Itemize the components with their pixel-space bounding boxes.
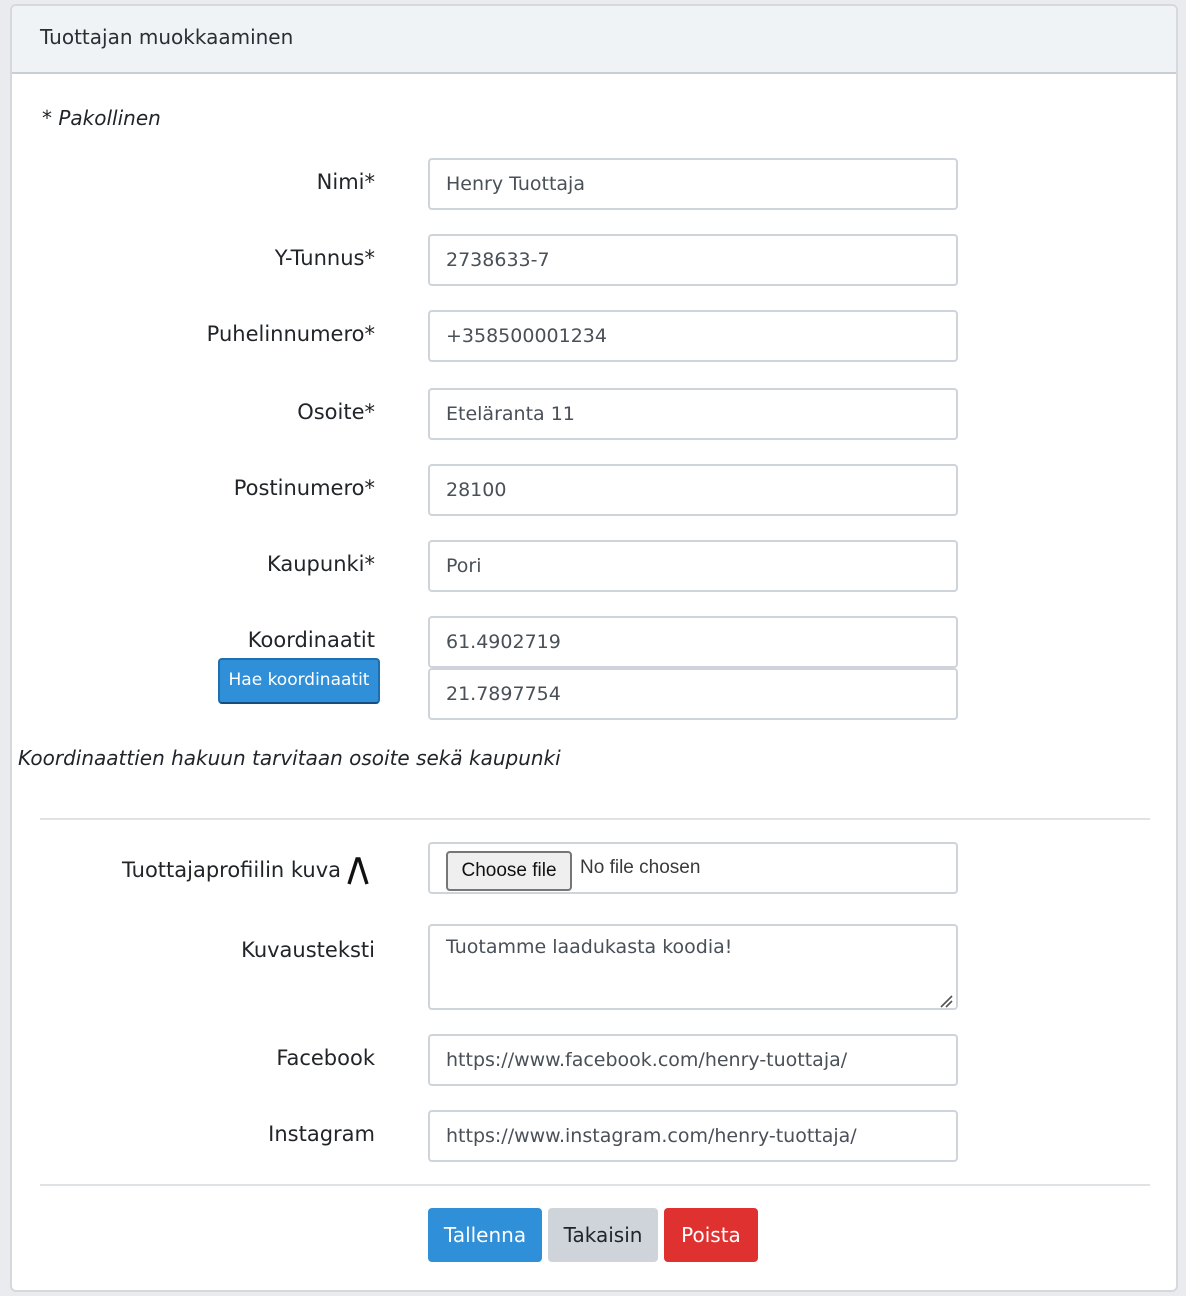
address-input[interactable]: Eteläranta 11 (428, 388, 958, 440)
business-id-input[interactable]: 2738633-7 (428, 234, 958, 286)
back-button[interactable]: Takaisin (548, 1208, 658, 1262)
address-label: Osoite* (297, 400, 375, 424)
city-input[interactable]: Pori (428, 540, 958, 592)
instagram-input[interactable]: https://www.instagram.com/henry-tuottaja/ (428, 1110, 958, 1162)
facebook-label: Facebook (276, 1046, 375, 1070)
fetch-coordinates-button[interactable]: Hae koordinaatit (218, 658, 380, 704)
phone-input[interactable]: +358500001234 (428, 310, 958, 362)
postal-code-label: Postinumero* (233, 476, 375, 500)
resize-grip-icon[interactable] (939, 991, 953, 1005)
lambda-icon (346, 856, 370, 886)
city-label: Kaupunki* (266, 552, 375, 576)
caption-text: Tuotamme laadukasta koodia! (446, 936, 733, 958)
divider (40, 1184, 1150, 1186)
page-title: Tuottajan muokkaaminen (40, 25, 294, 49)
profile-image-label: Tuottajaprofiilin kuva (122, 858, 342, 882)
facebook-input[interactable]: https://www.facebook.com/henry-tuottaja/ (428, 1034, 958, 1086)
phone-label: Puhelinnumero* (206, 322, 375, 346)
save-button[interactable]: Tallenna (428, 1208, 542, 1262)
caption-textarea[interactable] (428, 924, 958, 1010)
latitude-input[interactable]: 61.4902719 (428, 616, 958, 668)
card-header (12, 6, 1176, 74)
profile-image-file-input[interactable] (428, 842, 958, 894)
file-status: No file chosen (580, 857, 701, 878)
choose-file-button[interactable]: Choose file (446, 851, 572, 891)
edit-producer-card (10, 4, 1178, 1292)
required-note: * Pakollinen (42, 106, 161, 130)
divider (40, 818, 1150, 820)
postal-code-input[interactable]: 28100 (428, 464, 958, 516)
name-input[interactable]: Henry Tuottaja (428, 158, 958, 210)
instagram-label: Instagram (268, 1122, 375, 1146)
coordinates-hint: Koordinaattien hakuun tarvitaan osoite sekä kaupunki (18, 746, 561, 770)
longitude-input[interactable]: 21.7897754 (428, 668, 958, 720)
caption-label: Kuvausteksti (241, 938, 375, 962)
name-label: Nimi* (316, 170, 375, 194)
delete-button[interactable]: Poista (664, 1208, 758, 1262)
coordinates-label: Koordinaatit (247, 628, 375, 652)
business-id-label: Y-Tunnus* (274, 246, 375, 270)
